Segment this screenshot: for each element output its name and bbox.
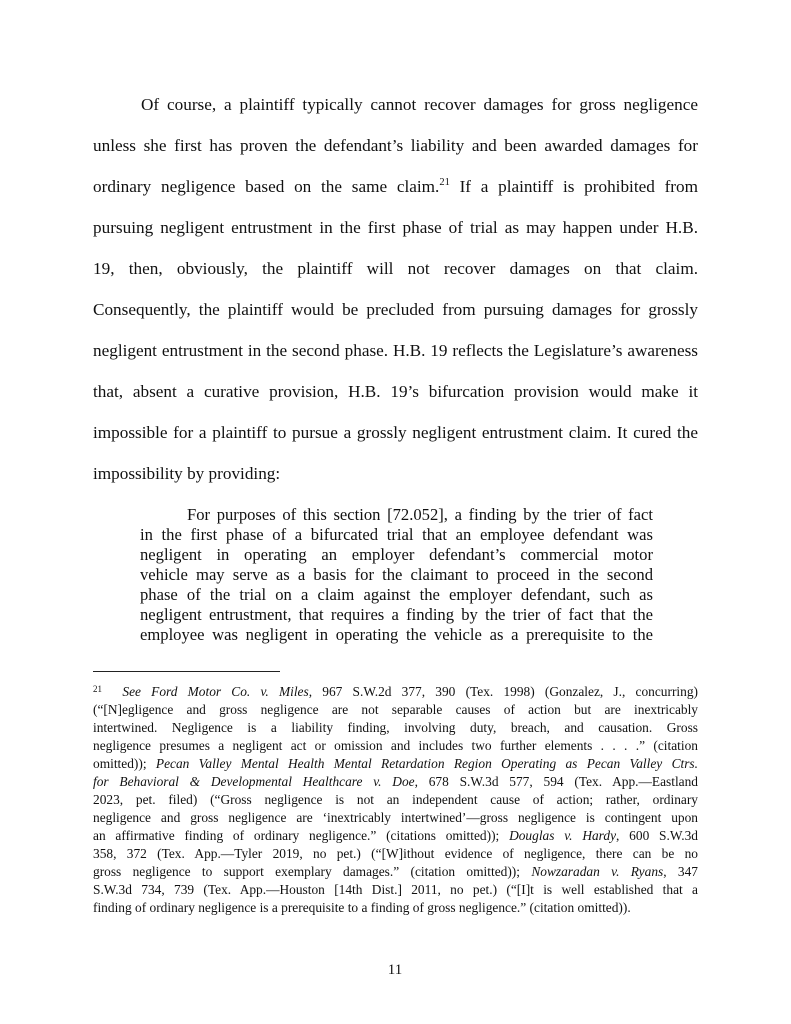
footnote-line-12: S.W.3d 734, 739 (Tex. App.—Houston [14th Dist.] 2011, no pet.) (“[I]t is well established that a [93,882,698,897]
body-line-10: impossibility by providing: [93,464,281,483]
case-name: See Ford Motor Co. v. Miles [122,684,309,699]
footnote-line-1 [93,684,698,700]
citation-text: , 600 S.W.3d [616,828,699,843]
quote-line-3: negligent in operating an employer defendant’s commercial motor [140,545,653,564]
citation-text: , 347 [663,864,698,879]
body-line-4: pursuing negligent entrustment in the first phase of trial as may happen under H.B. [93,218,698,237]
body-line-2: unless she first has proven the defendant’s liability and been awarded damages for [93,136,698,155]
quote-line-7: employee was negligent in operating the vehicle as a prerequisite to the [140,625,653,644]
case-name: for Behavioral & Developmental Healthcare v. Doe [93,774,415,789]
case-name: Pecan Valley Mental Health Mental Retardation Region Operating as Pecan Valley Ctrs. [155,756,698,771]
body-line-8: that, absent a curative provision, H.B. 19’s bifurcation provision would make it [93,382,698,401]
quote-line-6: negligent entrustment, that requires a finding by the trier of fact that the [140,605,653,624]
page-number: 11 [387,962,403,978]
body-text: ordinary negligence based on the same claim. [93,177,440,196]
quote-line-2: in the first phase of a bifurcated trial that an employee defendant was [140,525,653,544]
body-line-7: negligent entrustment in the second phase. H.B. 19 reflects the Legislature’s awareness [93,341,698,360]
footnote-number: 21 [93,684,102,694]
citation-text: , 967 S.W.2d 377, 390 (Tex. 1998) (Gonzalez, J., concurring) [308,684,698,699]
footnote-line-6 [93,774,698,790]
citation-text: , 678 S.W.3d 577, 594 (Tex. App.—Eastland [414,774,698,789]
citation-text: an affirmative finding of ordinary negligence.” (citations omitted)); [93,828,510,843]
body-line-3 [93,177,698,197]
footnote-line-13: finding of ordinary negligence is a prerequisite to a finding of gross negligence.” (citation omitted)). [93,900,631,915]
footnote-line-9 [93,828,698,844]
quote-line-1: For purposes of this section [72.052], a finding by the trier of fact [187,505,653,524]
footnote-line-3: intertwined. Negligence is a liability finding, involving duty, breach, and causation. Gross [93,720,698,735]
body-line-6: Consequently, the plaintiff would be precluded from pursuing damages for grossly [93,300,698,319]
footnote-ref-21[interactable]: 21 [439,177,450,188]
case-name: Douglas v. Hardy [509,828,617,843]
body-line-9: impossible for a plaintiff to pursue a grossly negligent entrustment claim. It cured the [93,423,698,442]
footnote-separator [93,671,280,672]
case-name: Nowzaradan v. Ryans [531,864,664,879]
quote-line-5: phase of the trial on a claim against the employer defendant, such as [140,585,653,604]
footnote-line-10: 358, 372 (Tex. App.—Tyler 2019, no pet.) (“[W]ithout evidence of negligence, there can be no [93,846,698,861]
footnote-line-2: (“[N]egligence and gross negligence are not separable causes of action but are inextricably [93,702,698,717]
citation-text: gross negligence to support exemplary damages.” (citation omitted)); [93,864,532,879]
citation-text: omitted)); [93,756,156,771]
footnote-line-5 [93,756,698,772]
quote-line-4: vehicle may serve as a basis for the claimant to proceed in the second [140,565,653,584]
body-line-1: Of course, a plaintiff typically cannot recover damages for gross negligence [141,95,698,114]
footnote-line-8: negligence and gross negligence are ‘inextricably intertwined’—gross negligence is contingent upon [93,810,698,825]
footnote-line-11 [93,864,698,880]
footnote-line-4: negligence presumes a negligent act or omission and includes two further elements . . . .” (citation [93,738,698,753]
body-line-5: 19, then, obviously, the plaintiff will not recover damages on that claim. [93,259,698,278]
body-text: If a plaintiff is prohibited from [449,177,698,196]
footnote-line-7: 2023, pet. filed) (“Gross negligence is not an independent cause of action; rather, ordinary [93,792,698,807]
